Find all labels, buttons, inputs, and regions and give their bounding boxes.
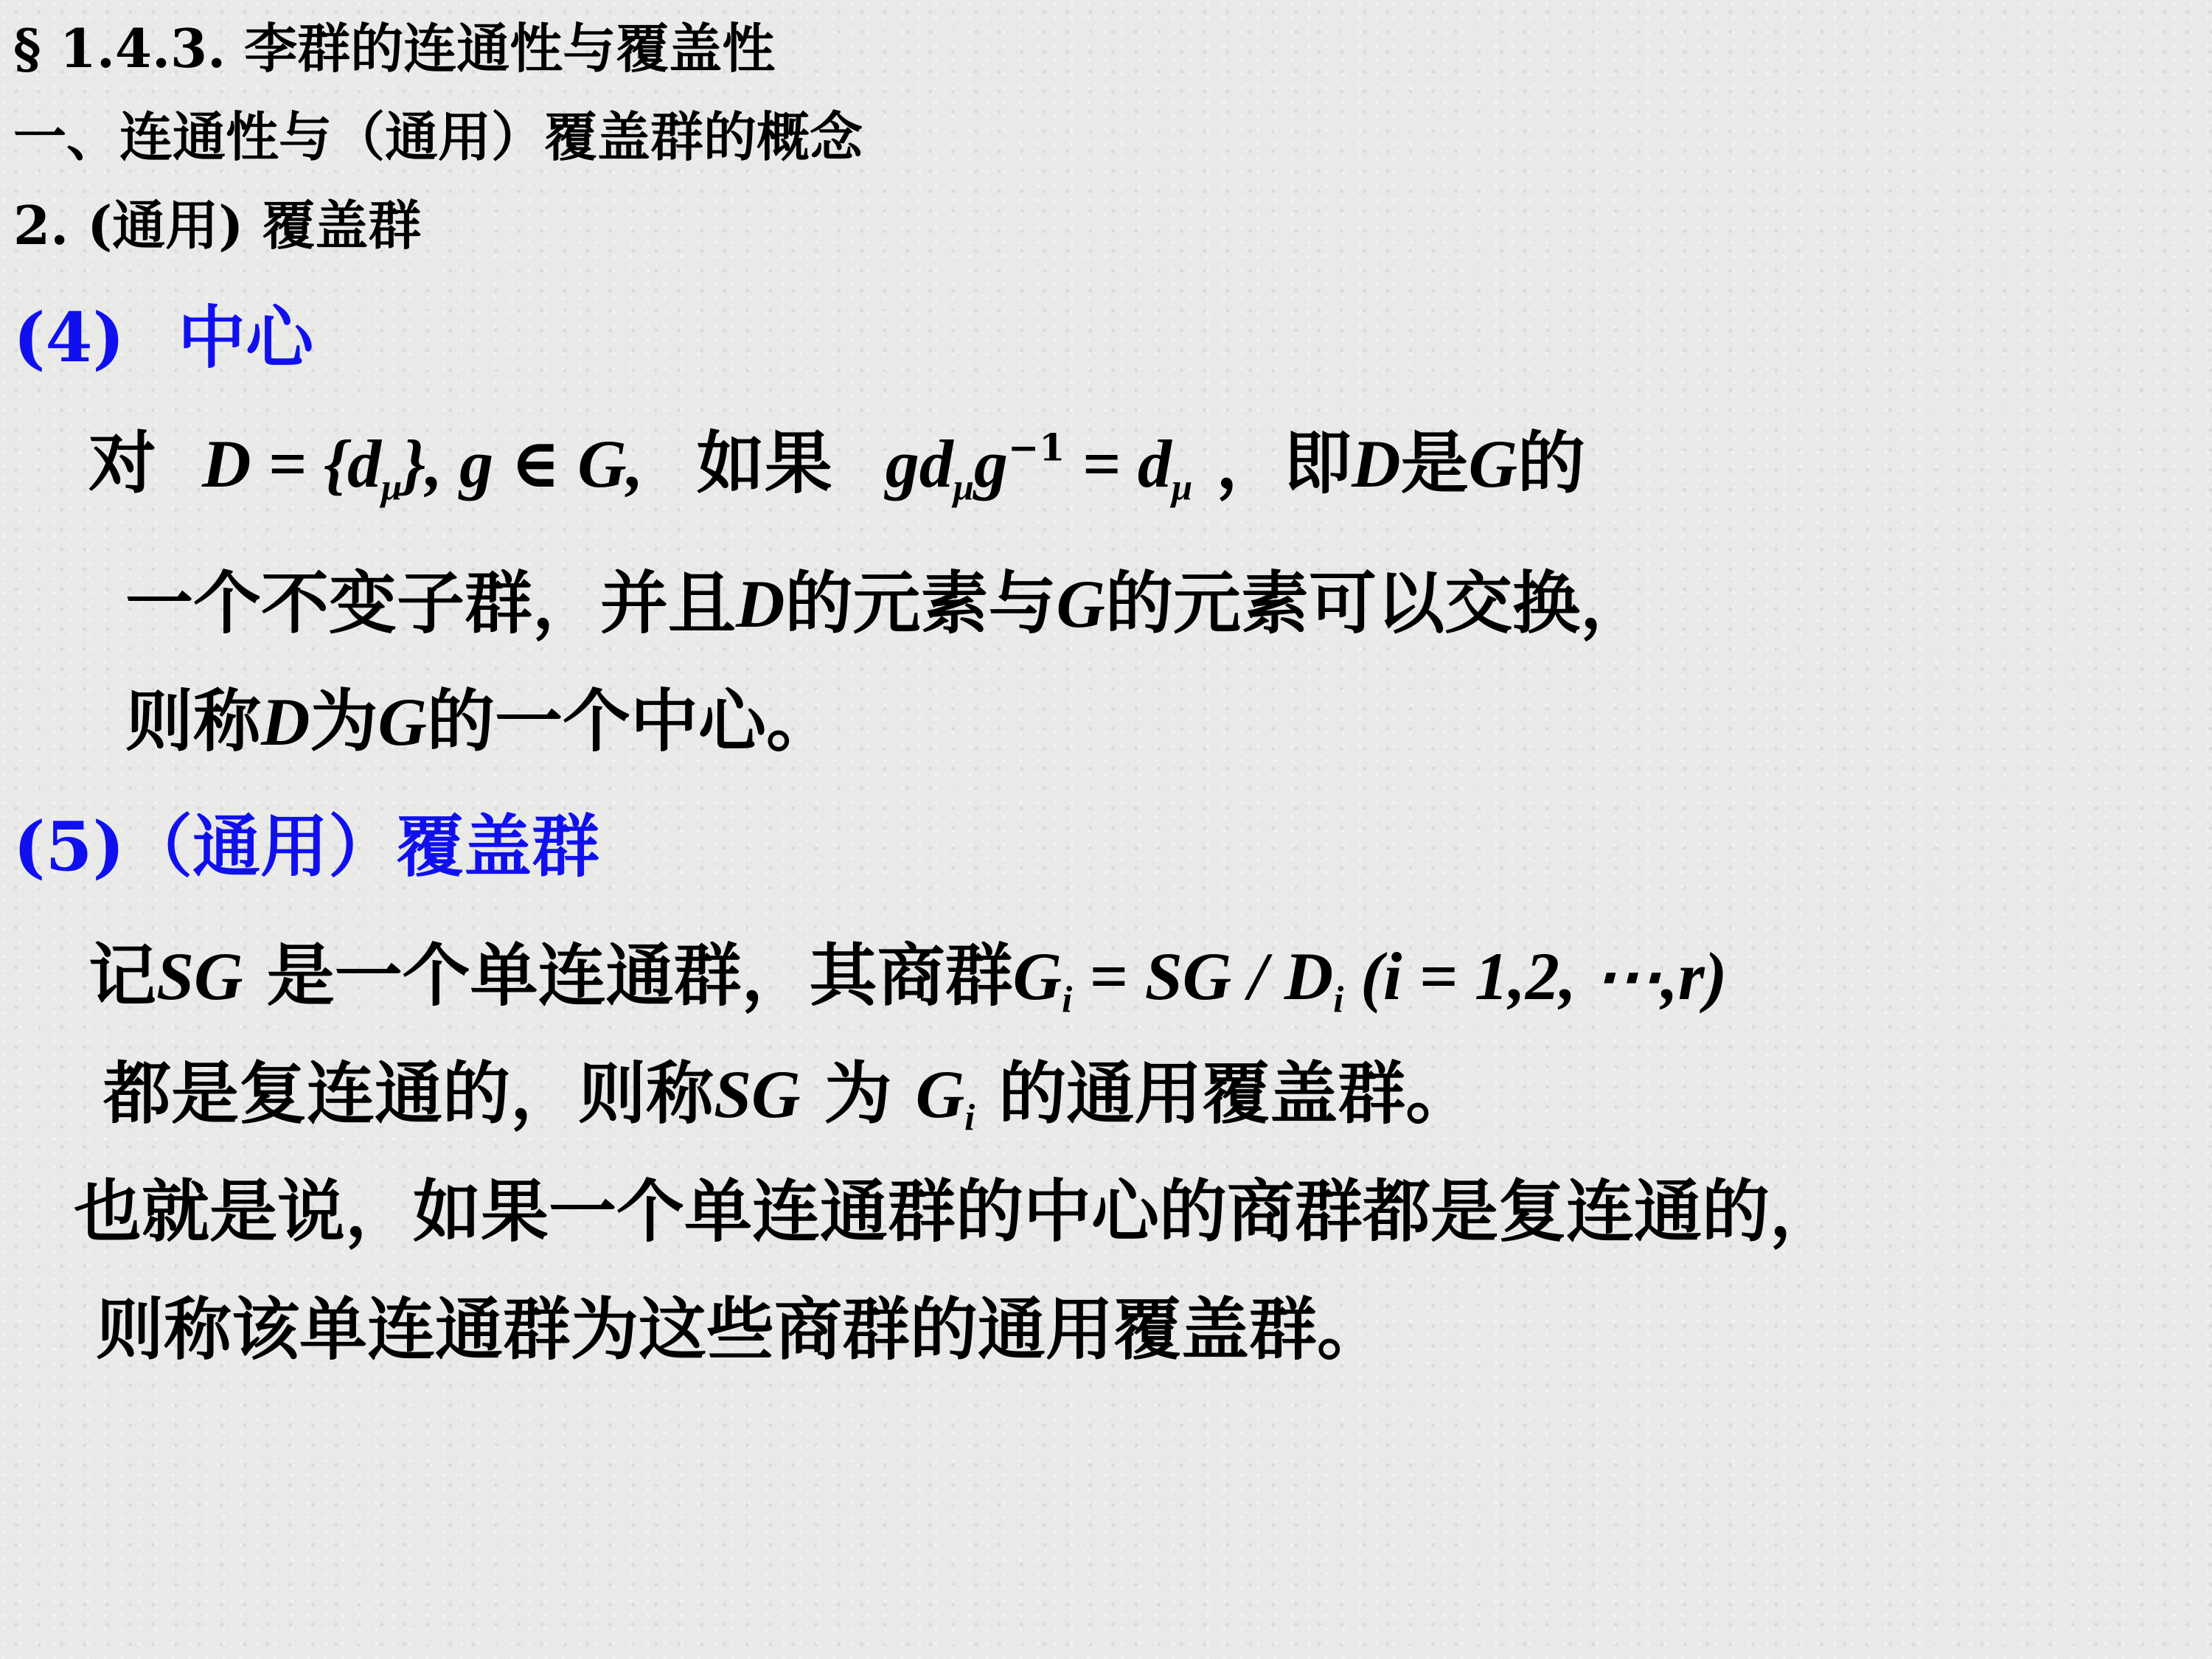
header-topic-title: 2. (通用) 覆盖群	[13, 194, 422, 257]
math-eq-d: = d	[1065, 426, 1172, 501]
section-4-definition-line-2	[125, 549, 1648, 647]
text: 则称	[125, 681, 262, 761]
section-4-number: (4)	[13, 298, 125, 378]
section-5-title: 覆盖群	[396, 807, 600, 886]
math-sub: μ	[1171, 466, 1193, 508]
math-D: D	[1352, 426, 1401, 501]
text: 的一个中心。	[426, 681, 834, 761]
math-g: g	[973, 426, 1008, 501]
math-G: G	[378, 684, 427, 759]
math-D: D	[261, 684, 310, 759]
text: 的元素可以交换，	[1105, 563, 1648, 643]
section-5-title-paren: （通用）	[125, 807, 397, 886]
text: 的	[1517, 423, 1586, 503]
section-5-number: (5)	[13, 807, 125, 886]
text: 为	[800, 1054, 916, 1133]
math-sub: i	[964, 1096, 975, 1138]
math-sub: i	[1333, 978, 1344, 1020]
text: ，即	[1216, 423, 1352, 503]
math-quotient: = SG / D	[1072, 939, 1334, 1014]
section-4-heading	[13, 284, 313, 381]
section-4-title: 中心	[178, 298, 314, 378]
section-5-explanation-line-1: 也就是说，如果一个单连通群的中心的商群都是复连通的，	[74, 1172, 1838, 1251]
text: 都是复连通的，则称	[103, 1054, 714, 1133]
text: 记	[88, 936, 157, 1015]
section-5-definition-line-1	[88, 922, 1727, 1021]
math-G: G	[915, 1057, 965, 1132]
math-index-range: (i = 1,2, ⋯,r)	[1343, 939, 1728, 1014]
math-g-in-G: }, g ∈ G,	[402, 426, 644, 501]
math-sup: −1	[1007, 425, 1065, 470]
header-subsection-title: 一、连通性与（通用）覆盖群的概念	[13, 105, 863, 168]
math-D: D	[736, 566, 785, 641]
text: 的元素与	[785, 563, 1057, 643]
section-5-definition-line-2	[103, 1040, 1473, 1139]
text: 对	[88, 423, 157, 503]
text: 是一个单连通群，其商群	[243, 936, 1013, 1015]
text: 一个不变子群，并且	[125, 563, 737, 643]
math-sub: μ	[380, 466, 403, 508]
math-sub: μ	[953, 466, 974, 508]
section-4-definition-line-1	[88, 409, 1585, 509]
math-SG: SG	[156, 939, 243, 1014]
text: 的通用覆盖群。	[975, 1054, 1474, 1133]
math-set-D: D = {d	[202, 426, 381, 501]
text: 为	[310, 681, 378, 761]
text: 如果	[696, 423, 832, 503]
section-4-definition-line-3	[125, 667, 834, 765]
section-5-heading	[13, 793, 599, 890]
math-sub: i	[1062, 978, 1073, 1020]
math-conjugation: gd	[885, 426, 953, 501]
math-G: G	[1468, 426, 1518, 501]
header-section-title: § 1.4.3. 李群的连通性与覆盖性	[13, 17, 776, 80]
math-SG: SG	[714, 1057, 801, 1132]
text: 是	[1400, 423, 1469, 503]
math-G: G	[1056, 566, 1105, 641]
math-G: G	[1012, 939, 1062, 1014]
section-5-explanation-line-2: 则称该单连通群为这些商群的通用覆盖群。	[96, 1290, 1385, 1369]
